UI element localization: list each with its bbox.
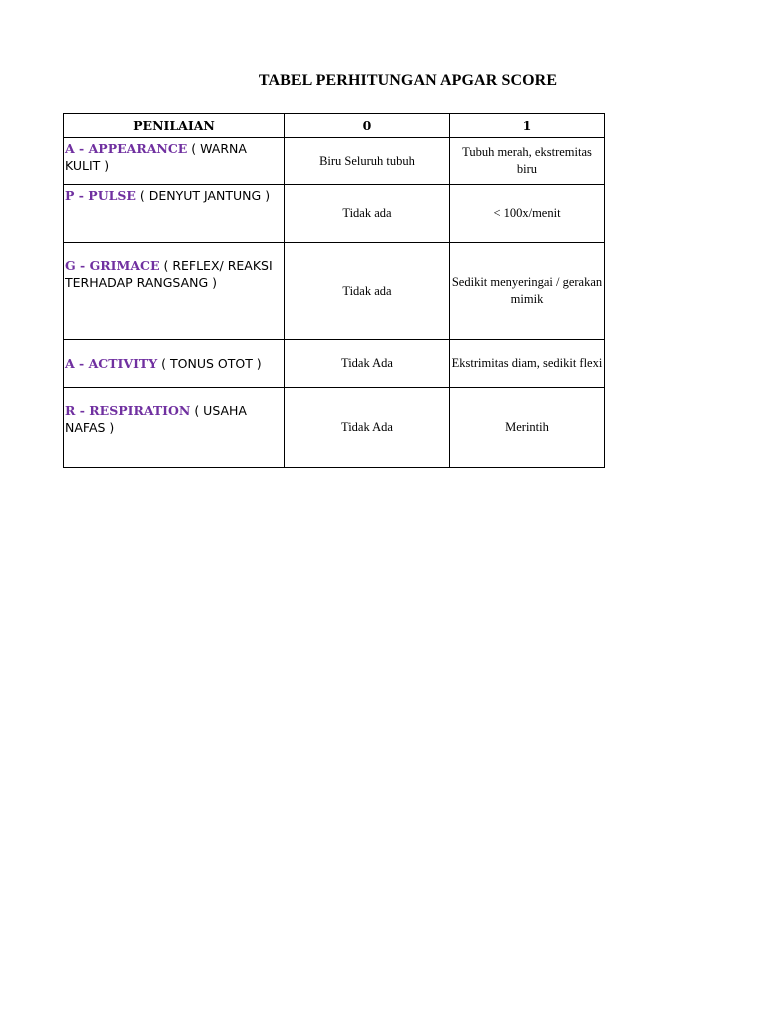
criterion-key: A - ACTIVITY — [65, 356, 158, 371]
score-0-cell: Biru Seluruh tubuh — [285, 138, 450, 185]
score-0-cell: Tidak Ada — [285, 340, 450, 388]
table-row — [64, 340, 605, 388]
criterion-cell — [64, 185, 285, 243]
criterion-detail: ( DENYUT JANTUNG ) — [135, 188, 271, 203]
score-1-cell: Tubuh merah, ekstremitas biru — [450, 138, 605, 185]
criterion-cell — [64, 243, 285, 340]
criterion-cell — [64, 388, 285, 468]
criterion-detail: ( WARNA KULIT ) — [65, 141, 247, 173]
apgar-score-table — [63, 113, 605, 468]
table-row — [64, 138, 605, 185]
criterion-key: P - PULSE — [65, 188, 136, 203]
table-row — [64, 243, 605, 340]
score-0-cell: Tidak ada — [285, 243, 450, 340]
criterion-key: A - APPEARANCE — [65, 141, 188, 156]
score-0-cell: Tidak Ada — [285, 388, 450, 468]
criterion-key: G - GRIMACE — [65, 258, 160, 273]
criterion-detail: ( USAHA NAFAS ) — [65, 403, 247, 435]
criterion-detail: ( REFLEX/ REAKSI TERHADAP RANGSANG ) — [65, 258, 273, 290]
header-score-1: 1 — [450, 114, 605, 138]
header-penilaian: PENILAIAN — [64, 114, 285, 138]
header-score-0: 0 — [285, 114, 450, 138]
score-1-cell: < 100x/menit — [450, 185, 605, 243]
criterion-key: R - RESPIRATION — [65, 403, 191, 418]
criterion-cell — [64, 340, 285, 388]
table-row — [64, 185, 605, 243]
score-1-cell: Merintih — [450, 388, 605, 468]
criterion-cell — [64, 138, 285, 185]
criterion-detail: ( TONUS OTOT ) — [157, 356, 262, 371]
score-1-cell: Sedikit menyeringai / gerakan mimik — [450, 243, 605, 340]
table-row — [64, 388, 605, 468]
page-title: TABEL PERHITUNGAN APGAR SCORE — [258, 72, 558, 89]
table-header-row — [64, 114, 605, 138]
score-1-cell: Ekstrimitas diam, sedikit flexi — [450, 340, 605, 388]
score-0-cell: Tidak ada — [285, 185, 450, 243]
